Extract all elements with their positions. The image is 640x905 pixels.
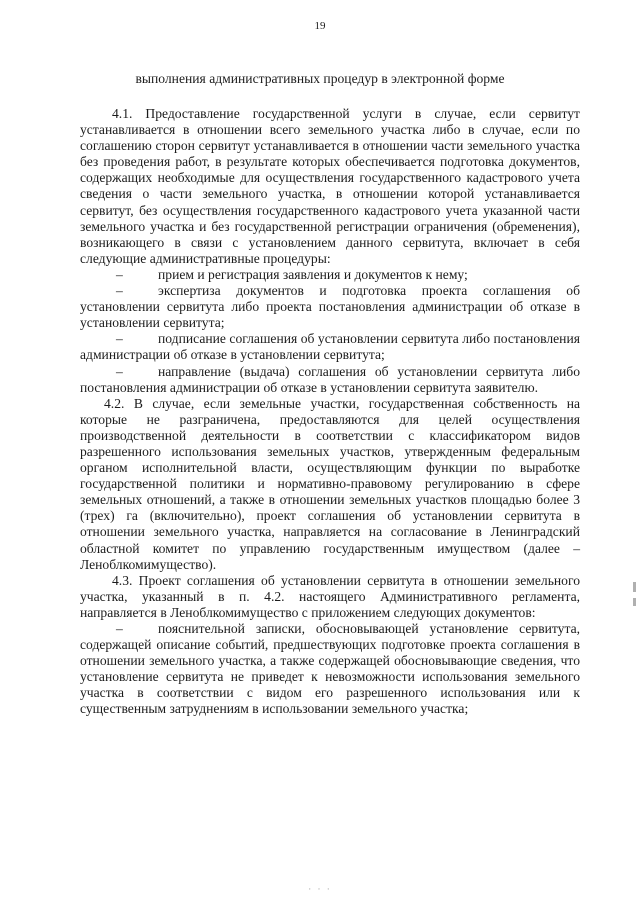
footer-marks: · · · xyxy=(308,884,332,894)
paragraph-4-3: 4.3. Проект соглашения об установлении сервитута в отношении земельного участка, указанный в п. 4.2. настоящего Административного регламента, направляется в Леноблкомимущество с приложением следующих документов: xyxy=(80,572,580,620)
dash-marker: – xyxy=(116,331,123,347)
dash-marker: – xyxy=(116,266,123,282)
scan-margin-mark xyxy=(633,582,636,592)
list-item xyxy=(80,364,580,396)
page-number: 19 xyxy=(314,20,326,32)
list-item-text: пояснительной записки, обосновывающей установление сервитута, содержащей описание событий, предшествующих подготовке проекта соглашения в отношении земельного участка, а также содержащей обосновывающие сведения, что установление сервитута не приведет к невозможности использования земельного участка в соответствии с видом его разрешенного использования или к существенным затруднениям в использовании земельного участка; xyxy=(80,621,580,717)
scan-margin-mark xyxy=(633,598,636,606)
section-heading: выполнения административных процедур в электронной форме xyxy=(135,71,505,86)
dash-marker: – xyxy=(116,283,123,299)
list-item-text: прием и регистрация заявления и документов к нему; xyxy=(158,266,468,282)
list-item-text: подписание соглашения об установлении сервитута либо постановления администрации об отказе в установлении сервитута; xyxy=(80,331,580,363)
list-item xyxy=(80,331,580,363)
list-item xyxy=(80,283,580,331)
list-item-text: экспертиза документов и подготовка проекта соглашения об установлении сервитута либо проекта постановления администрации об отказе в установлении сервитута; xyxy=(80,283,580,331)
paragraph-4-1: 4.1. Предоставление государственной услуги в случае, если сервитут устанавливается в отношении всего земельного участка либо в случае, если по соглашению сторон сервитут устанавливается в отношении части земельного участка без проведения работ, в результате которых обеспечивается подготовка документов, содержащих необходимые для осуществления государственного кадастрового учета сведения о части земельного участка, в отношении которой устанавливается сервитут, без осуществления государственного кадастрового учета указанной части земельного участка и без государственной регистрации ограничения (обременения), возникающего в связи с установлением данного сервитута, включает в себя следующие административные процедуры: xyxy=(80,106,580,266)
list-item xyxy=(80,621,580,718)
dash-marker: – xyxy=(116,621,123,636)
paragraph-4-2: 4.2. В случае, если земельные участки, государственная собственность на которые не разграничена, предоставляются для целей осуществления производственной деятельности в соответствии с классификатором видов разрешенного использования земельных участков, утвержденным федеральным органом исполнительной власти, осуществляющим функции по выработке государственной политики и нормативно-правовому регулированию в сфере земельных отношений, а также в отношении земельных участков площадью более 3 (трех) га (включительно), проект соглашения об установлении сервитута в отношении земельного участка, направляется на согласование в Ленинградский областной комитет по управлению государственным имуществом (далее – Леноблкомимущество). xyxy=(80,395,580,572)
list-item-text: направление (выдача) соглашения об установлении сервитута либо постановления администрации об отказе в установлении сервитута заявителю. xyxy=(80,363,580,395)
list-item xyxy=(80,267,580,283)
dash-marker: – xyxy=(116,363,123,379)
document-body xyxy=(80,106,580,718)
